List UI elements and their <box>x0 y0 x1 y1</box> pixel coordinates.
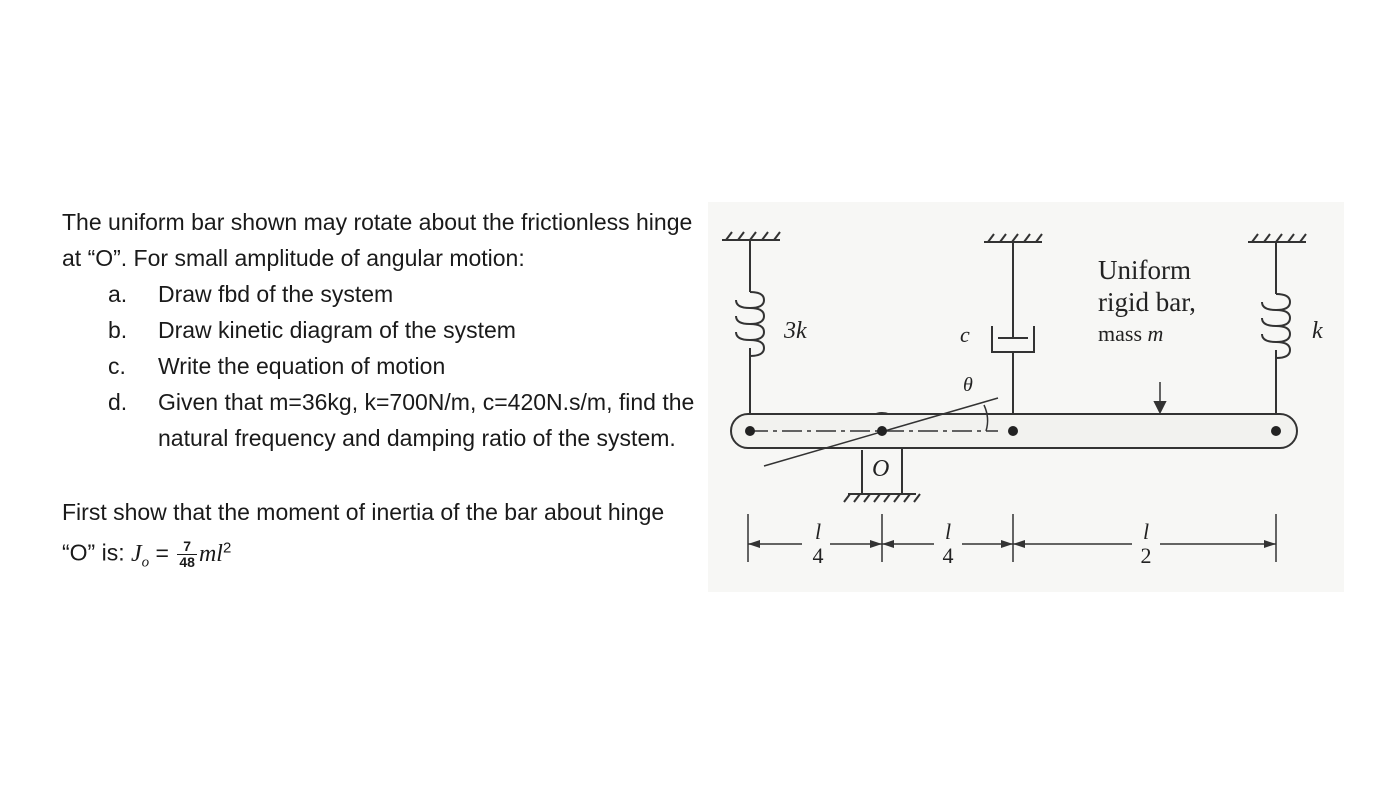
question-label: d. <box>108 389 128 415</box>
problem-statement <box>62 204 702 580</box>
caption-mass-line <box>1098 318 1196 350</box>
bar-system-figure <box>708 202 1344 592</box>
show-text: First show that the moment of inertia of the bar about hinge “O” is: <box>62 499 665 566</box>
fraction-numerator: 7 <box>177 539 197 555</box>
caption-line: Uniform <box>1098 255 1191 285</box>
damper-pin <box>1008 426 1018 436</box>
dimension-label-2 <box>936 520 960 568</box>
hinge-pin <box>877 426 887 436</box>
caption-mass-var: m <box>1147 321 1164 346</box>
angle-label: θ <box>963 374 973 396</box>
dimension-label-3 <box>1134 520 1158 568</box>
caption-mass-prefix: mass <box>1098 321 1148 346</box>
fraction-denominator: 48 <box>179 554 195 571</box>
bar-caption <box>1098 254 1196 350</box>
dimension-denominator: 2 <box>1140 543 1152 568</box>
formula-exponent: 2 <box>222 539 232 556</box>
formula-lhs: J <box>131 540 142 567</box>
question-label: c. <box>108 353 126 379</box>
question-item <box>62 348 702 384</box>
dimension-label-1 <box>806 520 830 568</box>
left-pin <box>745 426 755 436</box>
dimension-numerator: l <box>1142 519 1150 544</box>
caption-line: rigid bar, <box>1098 287 1196 317</box>
question-label: b. <box>108 317 128 343</box>
right-spring-label: k <box>1312 318 1323 344</box>
question-list <box>62 276 702 456</box>
question-text: Draw fbd of the system <box>158 281 394 307</box>
figure-drawing <box>708 202 1344 592</box>
formula-rhs: ml <box>198 540 223 567</box>
dimension-denominator: 4 <box>942 543 954 568</box>
dimension-numerator: l <box>814 519 822 544</box>
dimension-numerator: l <box>944 519 952 544</box>
hinge-label: O <box>872 456 890 482</box>
question-text: Given that m=36kg, k=700N/m, c=420N.s/m, find the natural frequency and damping ratio of the system. <box>158 389 695 451</box>
moment-of-inertia-statement <box>62 494 702 580</box>
damper-label: c <box>960 322 970 347</box>
left-spring-label: 3k <box>784 318 807 344</box>
dimension-denominator: 4 <box>812 543 824 568</box>
question-item <box>62 312 702 348</box>
problem-intro: The uniform bar shown may rotate about the frictionless hinge at “O”. For small amplitude of angular motion: <box>62 209 693 271</box>
formula-subscript: o <box>141 554 150 571</box>
figure-background <box>708 202 1344 592</box>
right-pin <box>1271 426 1281 436</box>
question-item <box>62 276 702 312</box>
question-text: Write the equation of motion <box>158 353 446 379</box>
formula-equals: = <box>155 539 169 566</box>
question-text: Draw kinetic diagram of the system <box>158 317 516 343</box>
formula-fraction <box>177 539 197 570</box>
question-label: a. <box>108 281 128 307</box>
question-item <box>62 384 702 456</box>
inertia-formula <box>131 538 232 571</box>
